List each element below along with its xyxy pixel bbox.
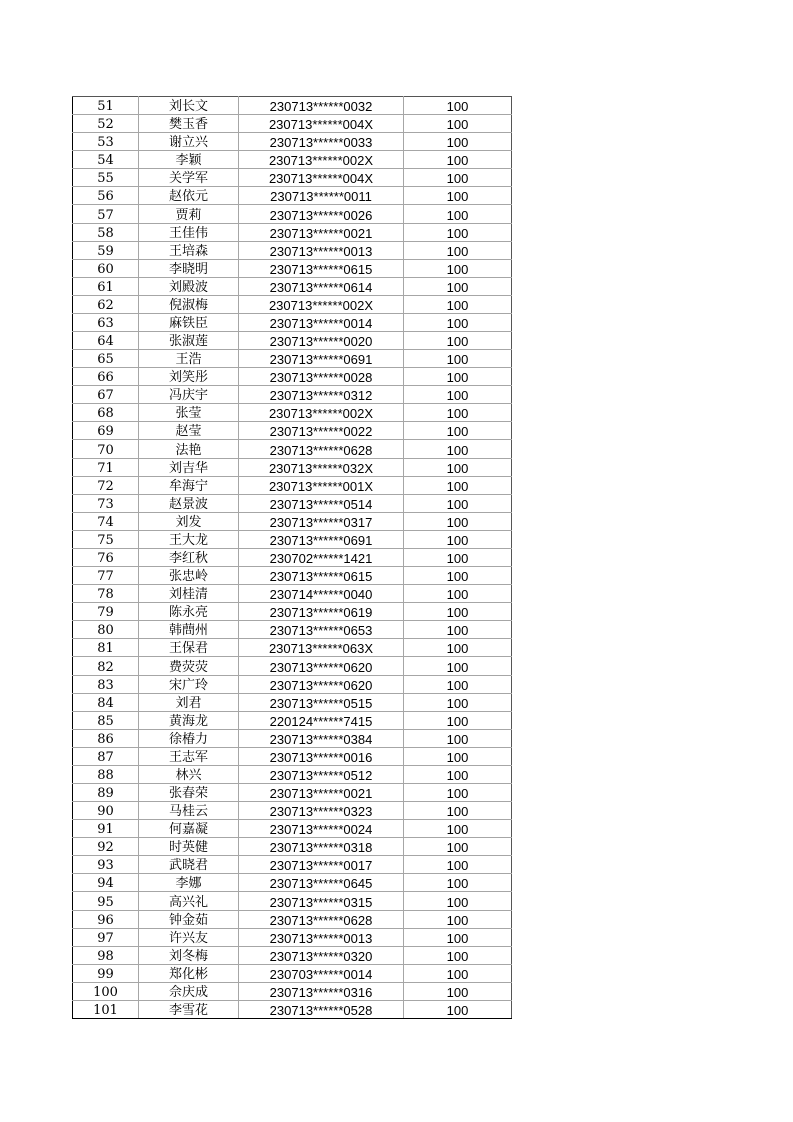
score-cell: 100	[404, 494, 512, 512]
table-row	[73, 585, 512, 603]
name-cell: 钟金茹	[139, 910, 239, 928]
row-number-cell: 95	[73, 892, 139, 910]
row-number-cell: 71	[73, 458, 139, 476]
row-number-cell: 66	[73, 368, 139, 386]
id-number-cell: 230713******0620	[239, 675, 404, 693]
table-row	[73, 494, 512, 512]
name-cell: 张淑莲	[139, 332, 239, 350]
name-cell: 宋广玲	[139, 675, 239, 693]
id-number-cell: 230713******0317	[239, 512, 404, 530]
id-number-cell: 230713******001X	[239, 476, 404, 494]
score-cell: 100	[404, 350, 512, 368]
score-cell: 100	[404, 838, 512, 856]
table-row	[73, 892, 512, 910]
score-cell: 100	[404, 368, 512, 386]
row-number-cell: 74	[73, 512, 139, 530]
row-number-cell: 79	[73, 603, 139, 621]
score-cell: 100	[404, 639, 512, 657]
row-number-cell: 88	[73, 765, 139, 783]
name-cell: 李娜	[139, 874, 239, 892]
score-cell: 100	[404, 856, 512, 874]
table-row	[73, 548, 512, 566]
id-number-cell: 230713******002X	[239, 151, 404, 169]
id-number-cell: 230713******0619	[239, 603, 404, 621]
id-number-cell: 230713******0620	[239, 657, 404, 675]
id-number-cell: 230713******0013	[239, 928, 404, 946]
score-cell: 100	[404, 530, 512, 548]
table-row	[73, 241, 512, 259]
id-number-cell: 230713******004X	[239, 115, 404, 133]
id-number-cell: 230713******0011	[239, 187, 404, 205]
table-row	[73, 313, 512, 331]
row-number-cell: 55	[73, 169, 139, 187]
name-cell: 张忠岭	[139, 567, 239, 585]
table-row	[73, 151, 512, 169]
row-number-cell: 91	[73, 820, 139, 838]
name-cell: 陈永亮	[139, 603, 239, 621]
score-cell: 100	[404, 585, 512, 603]
table-row	[73, 530, 512, 548]
name-cell: 王大龙	[139, 530, 239, 548]
table-row	[73, 169, 512, 187]
table-row	[73, 440, 512, 458]
id-number-cell: 230713******0033	[239, 133, 404, 151]
id-number-cell: 230713******0614	[239, 277, 404, 295]
row-number-cell: 101	[73, 1000, 139, 1018]
row-number-cell: 70	[73, 440, 139, 458]
id-number-cell: 230713******0628	[239, 910, 404, 928]
row-number-cell: 85	[73, 711, 139, 729]
id-number-cell: 230713******0028	[239, 368, 404, 386]
row-number-cell: 81	[73, 639, 139, 657]
row-number-cell: 76	[73, 548, 139, 566]
id-number-cell: 230713******0315	[239, 892, 404, 910]
table-row	[73, 603, 512, 621]
id-number-cell: 230713******0024	[239, 820, 404, 838]
table-row	[73, 386, 512, 404]
table-row	[73, 693, 512, 711]
row-number-cell: 52	[73, 115, 139, 133]
id-number-cell: 230713******0020	[239, 332, 404, 350]
row-number-cell: 63	[73, 313, 139, 331]
table-row	[73, 476, 512, 494]
table-row	[73, 115, 512, 133]
row-number-cell: 100	[73, 982, 139, 1000]
score-cell: 100	[404, 476, 512, 494]
name-cell: 王志军	[139, 747, 239, 765]
score-cell: 100	[404, 223, 512, 241]
score-cell: 100	[404, 133, 512, 151]
id-number-cell: 230713******0323	[239, 802, 404, 820]
id-number-cell: 230713******0316	[239, 982, 404, 1000]
name-cell: 黄海龙	[139, 711, 239, 729]
score-cell: 100	[404, 928, 512, 946]
name-cell: 刘桂清	[139, 585, 239, 603]
row-number-cell: 94	[73, 874, 139, 892]
name-cell: 刘冬梅	[139, 946, 239, 964]
score-cell: 100	[404, 802, 512, 820]
score-cell: 100	[404, 151, 512, 169]
name-cell: 李红秋	[139, 548, 239, 566]
table-row	[73, 838, 512, 856]
id-number-cell: 230713******032X	[239, 458, 404, 476]
id-number-cell: 230713******0026	[239, 205, 404, 223]
id-number-cell: 230713******0320	[239, 946, 404, 964]
score-cell: 100	[404, 512, 512, 530]
table-row	[73, 856, 512, 874]
score-cell: 100	[404, 874, 512, 892]
score-cell: 100	[404, 783, 512, 801]
name-cell: 何嘉凝	[139, 820, 239, 838]
score-cell: 100	[404, 621, 512, 639]
score-cell: 100	[404, 693, 512, 711]
name-cell: 李颖	[139, 151, 239, 169]
name-cell: 林兴	[139, 765, 239, 783]
row-number-cell: 82	[73, 657, 139, 675]
name-cell: 赵景波	[139, 494, 239, 512]
name-cell: 刘殿波	[139, 277, 239, 295]
score-cell: 100	[404, 97, 512, 115]
score-cell: 100	[404, 657, 512, 675]
row-number-cell: 64	[73, 332, 139, 350]
row-number-cell: 83	[73, 675, 139, 693]
table-row	[73, 820, 512, 838]
id-number-cell: 230713******0318	[239, 838, 404, 856]
name-cell: 赵莹	[139, 422, 239, 440]
row-number-cell: 67	[73, 386, 139, 404]
table-row	[73, 910, 512, 928]
row-number-cell: 78	[73, 585, 139, 603]
name-cell: 武晓君	[139, 856, 239, 874]
score-cell: 100	[404, 313, 512, 331]
name-cell: 佘庆成	[139, 982, 239, 1000]
table-row	[73, 404, 512, 422]
row-number-cell: 62	[73, 295, 139, 313]
row-number-cell: 59	[73, 241, 139, 259]
row-number-cell: 97	[73, 928, 139, 946]
table-row	[73, 982, 512, 1000]
row-number-cell: 69	[73, 422, 139, 440]
score-cell: 100	[404, 187, 512, 205]
row-number-cell: 96	[73, 910, 139, 928]
name-cell: 郑化彬	[139, 964, 239, 982]
table-row	[73, 621, 512, 639]
row-number-cell: 93	[73, 856, 139, 874]
score-cell: 100	[404, 946, 512, 964]
table-row	[73, 277, 512, 295]
score-cell: 100	[404, 1000, 512, 1018]
table-row	[73, 711, 512, 729]
table-row	[73, 133, 512, 151]
roster-table-body	[73, 97, 512, 1019]
name-cell: 李晓明	[139, 259, 239, 277]
score-cell: 100	[404, 115, 512, 133]
row-number-cell: 51	[73, 97, 139, 115]
row-number-cell: 90	[73, 802, 139, 820]
row-number-cell: 54	[73, 151, 139, 169]
id-number-cell: 230713******0384	[239, 729, 404, 747]
table-row	[73, 946, 512, 964]
row-number-cell: 77	[73, 567, 139, 585]
score-cell: 100	[404, 259, 512, 277]
table-row	[73, 205, 512, 223]
name-cell: 刘发	[139, 512, 239, 530]
id-number-cell: 230713******0021	[239, 783, 404, 801]
id-number-cell: 230713******002X	[239, 295, 404, 313]
table-row	[73, 802, 512, 820]
name-cell: 关学军	[139, 169, 239, 187]
name-cell: 刘吉华	[139, 458, 239, 476]
table-row	[73, 567, 512, 585]
score-cell: 100	[404, 729, 512, 747]
id-number-cell: 230713******0013	[239, 241, 404, 259]
name-cell: 谢立兴	[139, 133, 239, 151]
score-cell: 100	[404, 386, 512, 404]
id-number-cell: 230703******0014	[239, 964, 404, 982]
id-number-cell: 230713******0312	[239, 386, 404, 404]
table-row	[73, 97, 512, 115]
score-cell: 100	[404, 910, 512, 928]
score-cell: 100	[404, 892, 512, 910]
row-number-cell: 86	[73, 729, 139, 747]
score-cell: 100	[404, 332, 512, 350]
id-number-cell: 230713******0512	[239, 765, 404, 783]
table-row	[73, 187, 512, 205]
id-number-cell: 230713******0016	[239, 747, 404, 765]
score-cell: 100	[404, 964, 512, 982]
id-number-cell: 230713******0628	[239, 440, 404, 458]
row-number-cell: 87	[73, 747, 139, 765]
row-number-cell: 98	[73, 946, 139, 964]
id-number-cell: 220124******7415	[239, 711, 404, 729]
name-cell: 王保君	[139, 639, 239, 657]
score-cell: 100	[404, 169, 512, 187]
table-row	[73, 639, 512, 657]
row-number-cell: 72	[73, 476, 139, 494]
name-cell: 马桂云	[139, 802, 239, 820]
score-cell: 100	[404, 440, 512, 458]
id-number-cell: 230713******0032	[239, 97, 404, 115]
table-row	[73, 350, 512, 368]
id-number-cell: 230713******0653	[239, 621, 404, 639]
table-row	[73, 1000, 512, 1018]
table-row	[73, 657, 512, 675]
row-number-cell: 57	[73, 205, 139, 223]
table-row	[73, 368, 512, 386]
name-cell: 刘长文	[139, 97, 239, 115]
id-number-cell: 230713******0014	[239, 313, 404, 331]
table-row	[73, 259, 512, 277]
name-cell: 冯庆宇	[139, 386, 239, 404]
id-number-cell: 230713******0514	[239, 494, 404, 512]
score-cell: 100	[404, 241, 512, 259]
id-number-cell: 230713******0691	[239, 530, 404, 548]
row-number-cell: 65	[73, 350, 139, 368]
row-number-cell: 73	[73, 494, 139, 512]
name-cell: 王佳伟	[139, 223, 239, 241]
name-cell: 麻铁臣	[139, 313, 239, 331]
table-row	[73, 512, 512, 530]
table-row	[73, 783, 512, 801]
table-row	[73, 874, 512, 892]
id-number-cell: 230713******004X	[239, 169, 404, 187]
id-number-cell: 230713******0691	[239, 350, 404, 368]
score-cell: 100	[404, 765, 512, 783]
row-number-cell: 84	[73, 693, 139, 711]
name-cell: 张春荣	[139, 783, 239, 801]
row-number-cell: 92	[73, 838, 139, 856]
row-number-cell: 99	[73, 964, 139, 982]
id-number-cell: 230713******0615	[239, 259, 404, 277]
name-cell: 倪淑梅	[139, 295, 239, 313]
score-cell: 100	[404, 603, 512, 621]
roster-table	[72, 96, 512, 1019]
name-cell: 刘君	[139, 693, 239, 711]
row-number-cell: 75	[73, 530, 139, 548]
id-number-cell: 230713******0645	[239, 874, 404, 892]
id-number-cell: 230713******0017	[239, 856, 404, 874]
table-row	[73, 422, 512, 440]
table-row	[73, 295, 512, 313]
id-number-cell: 230713******0515	[239, 693, 404, 711]
row-number-cell: 80	[73, 621, 139, 639]
score-cell: 100	[404, 711, 512, 729]
row-number-cell: 89	[73, 783, 139, 801]
score-cell: 100	[404, 277, 512, 295]
row-number-cell: 53	[73, 133, 139, 151]
id-number-cell: 230713******0021	[239, 223, 404, 241]
name-cell: 时英健	[139, 838, 239, 856]
name-cell: 高兴礼	[139, 892, 239, 910]
table-row	[73, 729, 512, 747]
table-row	[73, 928, 512, 946]
table-row	[73, 458, 512, 476]
row-number-cell: 58	[73, 223, 139, 241]
name-cell: 牟海宁	[139, 476, 239, 494]
name-cell: 许兴友	[139, 928, 239, 946]
table-row	[73, 747, 512, 765]
id-number-cell: 230714******0040	[239, 585, 404, 603]
score-cell: 100	[404, 820, 512, 838]
score-cell: 100	[404, 404, 512, 422]
score-cell: 100	[404, 982, 512, 1000]
row-number-cell: 60	[73, 259, 139, 277]
table-row	[73, 964, 512, 982]
score-cell: 100	[404, 747, 512, 765]
name-cell: 法艳	[139, 440, 239, 458]
row-number-cell: 56	[73, 187, 139, 205]
score-cell: 100	[404, 422, 512, 440]
id-number-cell: 230713******0528	[239, 1000, 404, 1018]
score-cell: 100	[404, 205, 512, 223]
score-cell: 100	[404, 295, 512, 313]
row-number-cell: 61	[73, 277, 139, 295]
table-row	[73, 765, 512, 783]
id-number-cell: 230713******063X	[239, 639, 404, 657]
score-cell: 100	[404, 458, 512, 476]
table-row	[73, 332, 512, 350]
name-cell: 费荧荧	[139, 657, 239, 675]
name-cell: 刘笑彤	[139, 368, 239, 386]
name-cell: 徐椿力	[139, 729, 239, 747]
table-row	[73, 675, 512, 693]
name-cell: 王浩	[139, 350, 239, 368]
name-cell: 张莹	[139, 404, 239, 422]
id-number-cell: 230702******1421	[239, 548, 404, 566]
name-cell: 韩蔄州	[139, 621, 239, 639]
table-row	[73, 223, 512, 241]
id-number-cell: 230713******002X	[239, 404, 404, 422]
name-cell: 赵依元	[139, 187, 239, 205]
score-cell: 100	[404, 567, 512, 585]
score-cell: 100	[404, 548, 512, 566]
name-cell: 樊玉香	[139, 115, 239, 133]
score-cell: 100	[404, 675, 512, 693]
row-number-cell: 68	[73, 404, 139, 422]
name-cell: 李雪花	[139, 1000, 239, 1018]
name-cell: 王培森	[139, 241, 239, 259]
name-cell: 贾莉	[139, 205, 239, 223]
id-number-cell: 230713******0615	[239, 567, 404, 585]
id-number-cell: 230713******0022	[239, 422, 404, 440]
